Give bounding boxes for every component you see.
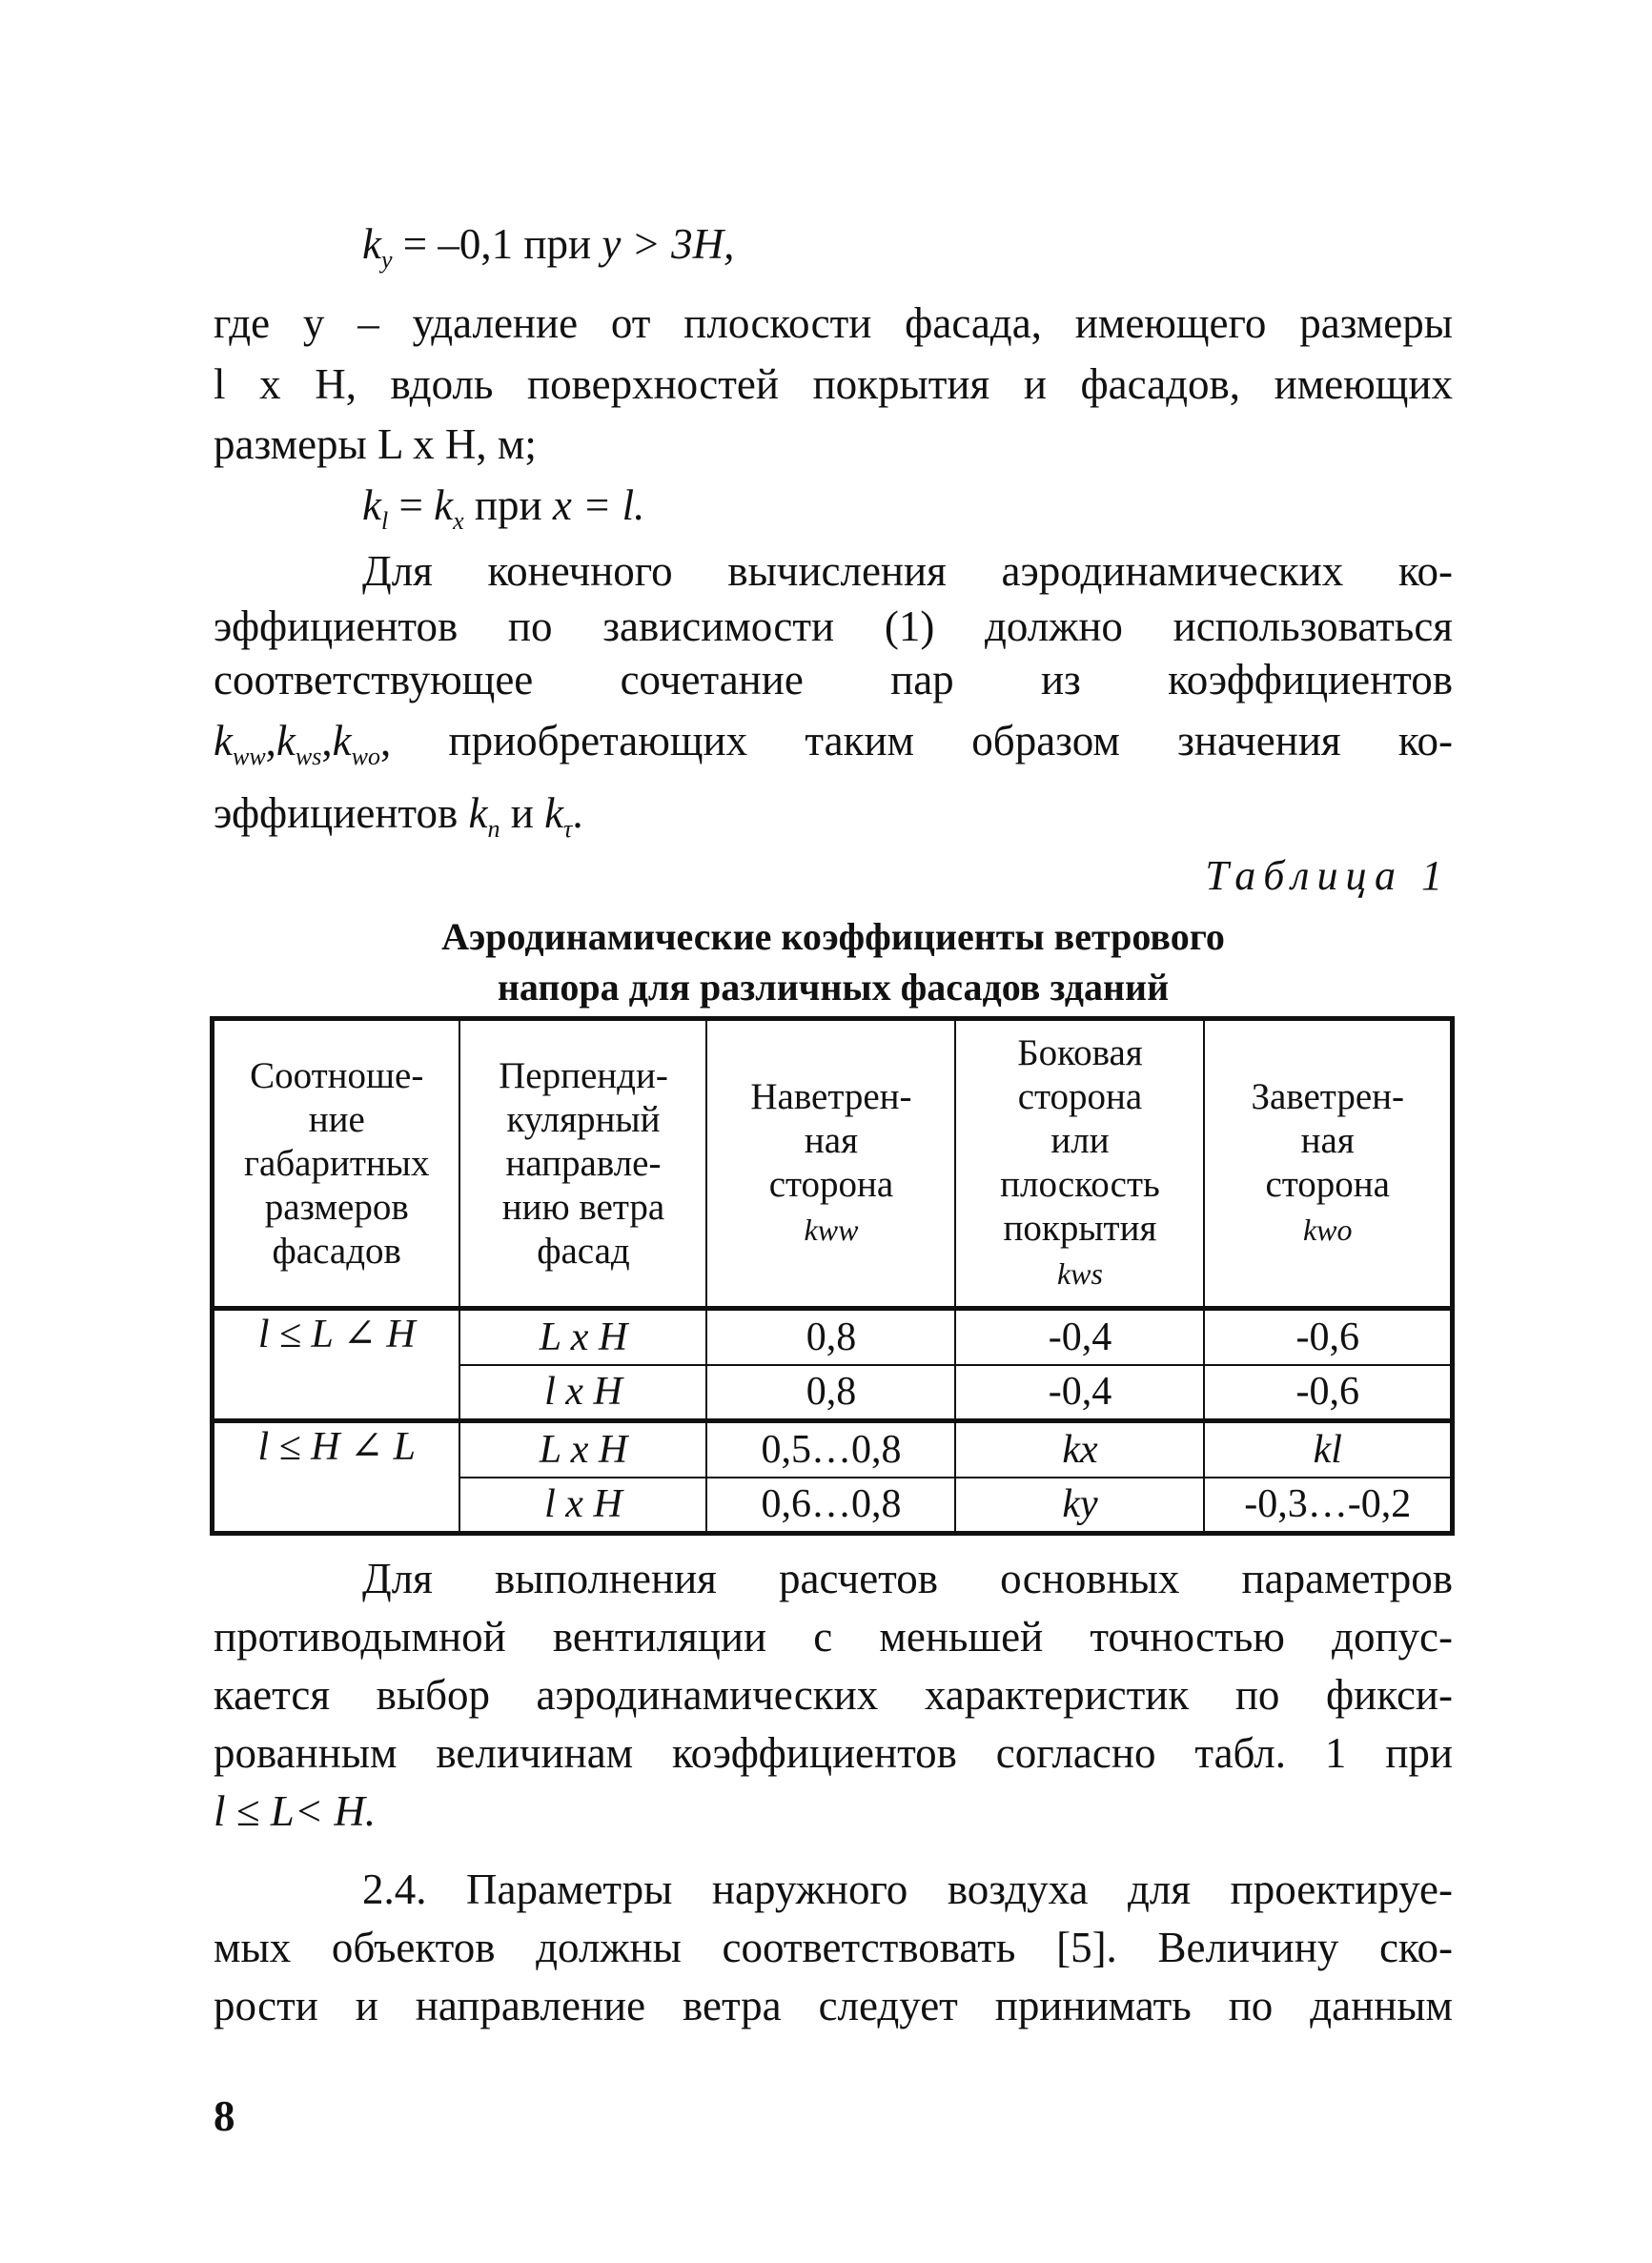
- table-row: [213, 1421, 1453, 1478]
- coefficients-table: [210, 1016, 1455, 1536]
- kws-cell: -0,4: [955, 1365, 1204, 1421]
- kww-cell: 0,5…0,8: [706, 1421, 955, 1478]
- facade-cell: l x H: [459, 1365, 706, 1421]
- paragraph-line: l x H, вдоль поверхностей покрытия и фасадов, имеющих: [214, 360, 1453, 408]
- kws-cell: kx: [955, 1421, 1204, 1478]
- header-side: Боковая сторона или плоскость покрытия kws: [955, 1019, 1204, 1309]
- paragraph-line: эффициентов по зависимости (1) должно использоваться: [214, 602, 1453, 650]
- kwo-cell: -0,6: [1204, 1365, 1452, 1421]
- paragraph-line: где y – удаление от плоскости фасада, имеющего размеры: [214, 299, 1453, 347]
- formula-ky: $k_y = -0,1$ при y > 3H,: [362, 220, 735, 274]
- table-row: [213, 1309, 1453, 1365]
- paragraph-line: 2.4. Параметры наружного воздуха для проектируе-: [362, 1865, 1453, 1913]
- table-title: напора для различных фасадов зданий: [497, 966, 1170, 1009]
- paragraph-line: соответствующее сочетание пар из коэффициентов: [214, 656, 1453, 703]
- page-number: 8: [214, 2092, 235, 2140]
- table-label: Таблица 1: [1205, 852, 1450, 899]
- facade-cell: L x H: [459, 1309, 706, 1365]
- kwo-cell: -0,6: [1204, 1309, 1452, 1365]
- kwo-cell: -0,3…-0,2: [1204, 1478, 1452, 1534]
- paragraph-line-coefficients: $k_{ww},k_{ws},k_{wo}$, приобретающих таким образом значения ко-: [214, 717, 1453, 770]
- paragraph-line: Для конечного вычисления аэродинамических ко-: [362, 547, 1453, 595]
- paragraph-line: кается выбор аэродинамических характеристик по фикси-: [214, 1671, 1453, 1719]
- paragraph-line: противодымной вентиляции с меньшей точностью допус-: [214, 1613, 1453, 1661]
- paragraph-line: мых объектов должны соответствовать [5]. Величину ско-: [214, 1924, 1453, 1971]
- condition-cell: l ≤ H ∠ L: [213, 1421, 460, 1534]
- header-leeward: Заветрен- ная сторона kwo: [1204, 1019, 1452, 1309]
- header-facade: Перпенди- кулярный направле- нию ветра фасад: [459, 1019, 706, 1309]
- paragraph-line: l ≤ L< H.: [214, 1787, 377, 1835]
- header-windward: Наветрен- ная сторона kww: [706, 1019, 955, 1309]
- paragraph-line: Для выполнения расчетов основных параметров: [362, 1555, 1453, 1602]
- paragraph-line: размеры L x H, м;: [214, 420, 537, 468]
- facade-cell: L x H: [459, 1421, 706, 1478]
- condition-cell: l ≤ L ∠ H: [213, 1309, 460, 1421]
- table-header-row: [213, 1019, 1453, 1309]
- paragraph-line: рованным величинам коэффициентов согласно табл. 1 при: [214, 1729, 1453, 1777]
- paragraph-line: рости и направление ветра следует принимать по данным: [214, 1982, 1453, 2029]
- table-title: Аэродинамические коэффициенты ветрового: [441, 915, 1225, 958]
- facade-cell: l x H: [459, 1478, 706, 1534]
- kww-cell: 0,8: [706, 1365, 955, 1421]
- kwo-cell: kl: [1204, 1421, 1452, 1478]
- header-ratio: Соотноше- ние габаритных размеров фасадов: [213, 1019, 460, 1309]
- kws-cell: -0,4: [955, 1309, 1204, 1365]
- kws-cell: ky: [955, 1478, 1204, 1534]
- paragraph-line: эффициентов $k_n$ и $k_\tau$.: [214, 789, 583, 843]
- formula-kl: $k_l = k_x$ при x = l.: [362, 481, 645, 535]
- kww-cell: 0,8: [706, 1309, 955, 1365]
- kww-cell: 0,6…0,8: [706, 1478, 955, 1534]
